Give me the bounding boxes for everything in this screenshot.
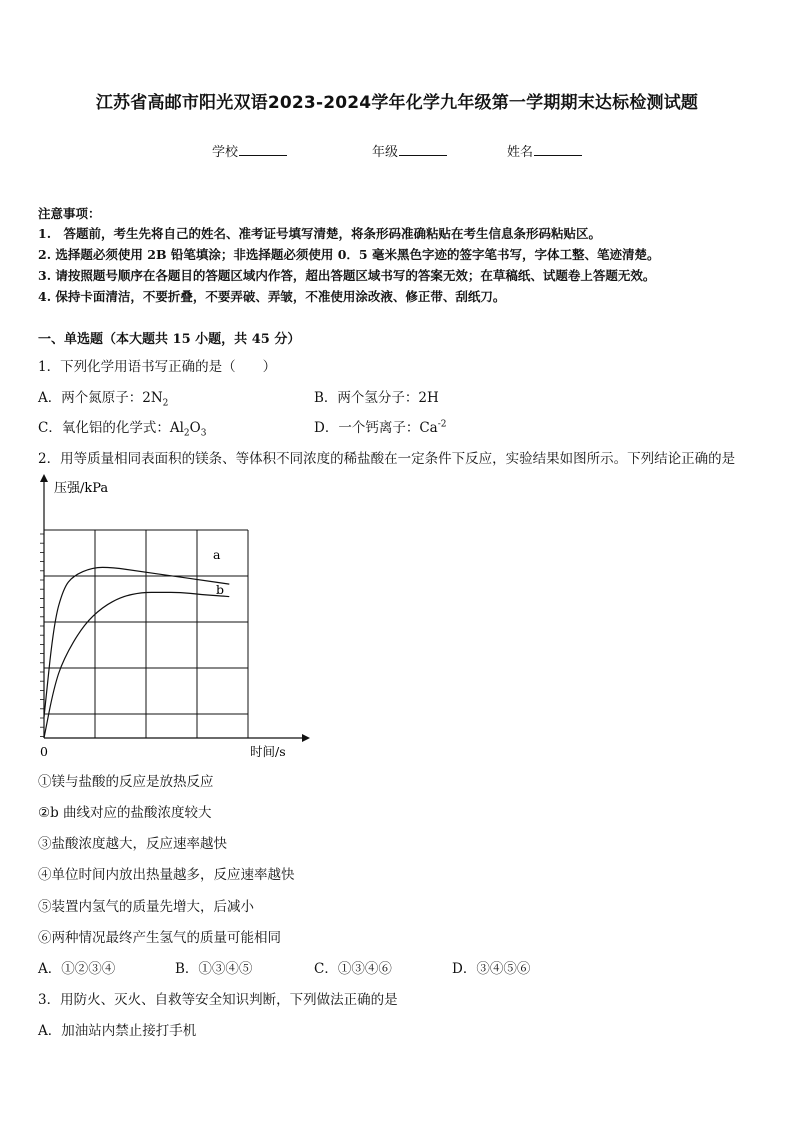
q1-option-a-subscript: 2 [162,398,169,409]
notice-item: 2. 选择题必须使用 2B 铅笔填涂；非选择题必须使用 0．5 毫米黑色字迹的签字笔书写，字体工整、笔迹清楚。 [38,247,660,262]
q1-option-d-label: D．一个钙离子： [314,420,420,436]
q3-stem: 3．用防火、灭火、自救等安全知识判断，下列做法正确的是 [38,992,398,1008]
series-a-label: a [213,547,221,562]
q3-option-a: A．加油站内禁止接打手机 [38,1023,197,1039]
series-b-line [44,592,229,738]
series-a-line [44,567,229,717]
q1-option-c-formula-al: Al [169,420,184,436]
notice-item: 3. 请按照题号顺序在各题目的答题区域内作答，超出答题区域书写的答案无效；在草稿纸、试题卷上答题无效。 [38,268,656,283]
school-label: 学校 [212,145,239,160]
x-axis-label: 时间/s [250,744,286,759]
q1-option-a-formula: 2N [142,390,163,406]
grade-blank [399,143,447,156]
q2-statement: ②b 曲线对应的盐酸浓度较大 [38,805,212,821]
q1-option-b-label: B．两个氢分子： [314,390,419,406]
q2-statement: ③盐酸浓度越大，反应速率越快 [38,836,227,852]
q1-option-c-label: C．氧化铝的化学式： [38,420,170,436]
section-heading-prefix: 一、单选题（本大题共 [38,332,169,347]
total-score: 45 [251,332,270,347]
q1-option-c-formula-o: O [189,420,201,436]
q1-option-d [314,416,447,436]
school-field [212,141,287,160]
q2-statement: ⑥两种情况最终产生氢气的质量可能相同 [38,930,281,946]
q2-statement: ⑤装置内氢气的质量先增大，后减小 [38,899,254,915]
q1-option-d-superscript: -2 [437,419,447,430]
q1-option-b [314,386,439,406]
q2-statement: ①镁与盐酸的反应是放热反应 [38,774,214,790]
section-heading-suffix: 分） [274,332,301,347]
section-heading [38,328,300,347]
q2-stem: 2．用等质量相同表面积的镁条、等体积不同浓度的稀盐酸在一定条件下反应，实验结果如图所示。下列结论正确的是 [38,451,736,467]
q1-option-a-label: A．两个氮原子： [38,390,143,406]
q2-statement: ④单位时间内放出热量越多，反应速率越快 [38,867,295,883]
q1-option-b-formula: 2H [418,390,439,406]
notice-item: 4. 保持卡面清洁，不要折叠，不要弄破、弄皱，不准使用涂改液、修正带、刮纸刀。 [38,289,506,304]
pressure-time-chart [30,470,320,765]
q1-option-a [38,386,168,409]
notice-heading: 注意事项： [38,206,101,221]
q2-option-c: C．①③④⑥ [314,961,392,977]
q1-option-d-formula: Ca [419,420,438,436]
q1-option-c-subscript-1: 2 [183,428,190,439]
name-field [507,141,582,160]
series-b-label: b [216,582,225,597]
notice-item: 1. 答题前，考生先将自己的姓名、准考证号填写清楚，将条形码准确粘贴在考生信息条形码粘贴区。 [38,226,602,241]
question-count: 15 [172,332,191,347]
q1-stem: 1．下列化学用语书写正确的是（ ） [38,359,277,375]
y-axis-label: 压强/kPa [54,481,109,496]
q2-option-d: D．③④⑤⑥ [452,961,531,977]
q2-option-a: A．①②③④ [38,961,116,977]
q1-option-c [38,416,206,439]
name-blank [534,143,582,156]
section-heading-mid: 小题，共 [195,332,248,347]
grade-field [372,141,447,160]
school-blank [239,143,287,156]
origin-label: 0 [40,744,48,759]
name-label: 姓名 [507,145,534,160]
grade-label: 年级 [372,145,399,160]
exam-title: 江苏省高邮市阳光双语2023-2024学年化学九年级第一学期期末达标检测试题 [95,93,699,113]
q1-option-c-subscript-2: 3 [200,428,207,439]
q2-option-b: B．①③④⑤ [175,961,253,977]
